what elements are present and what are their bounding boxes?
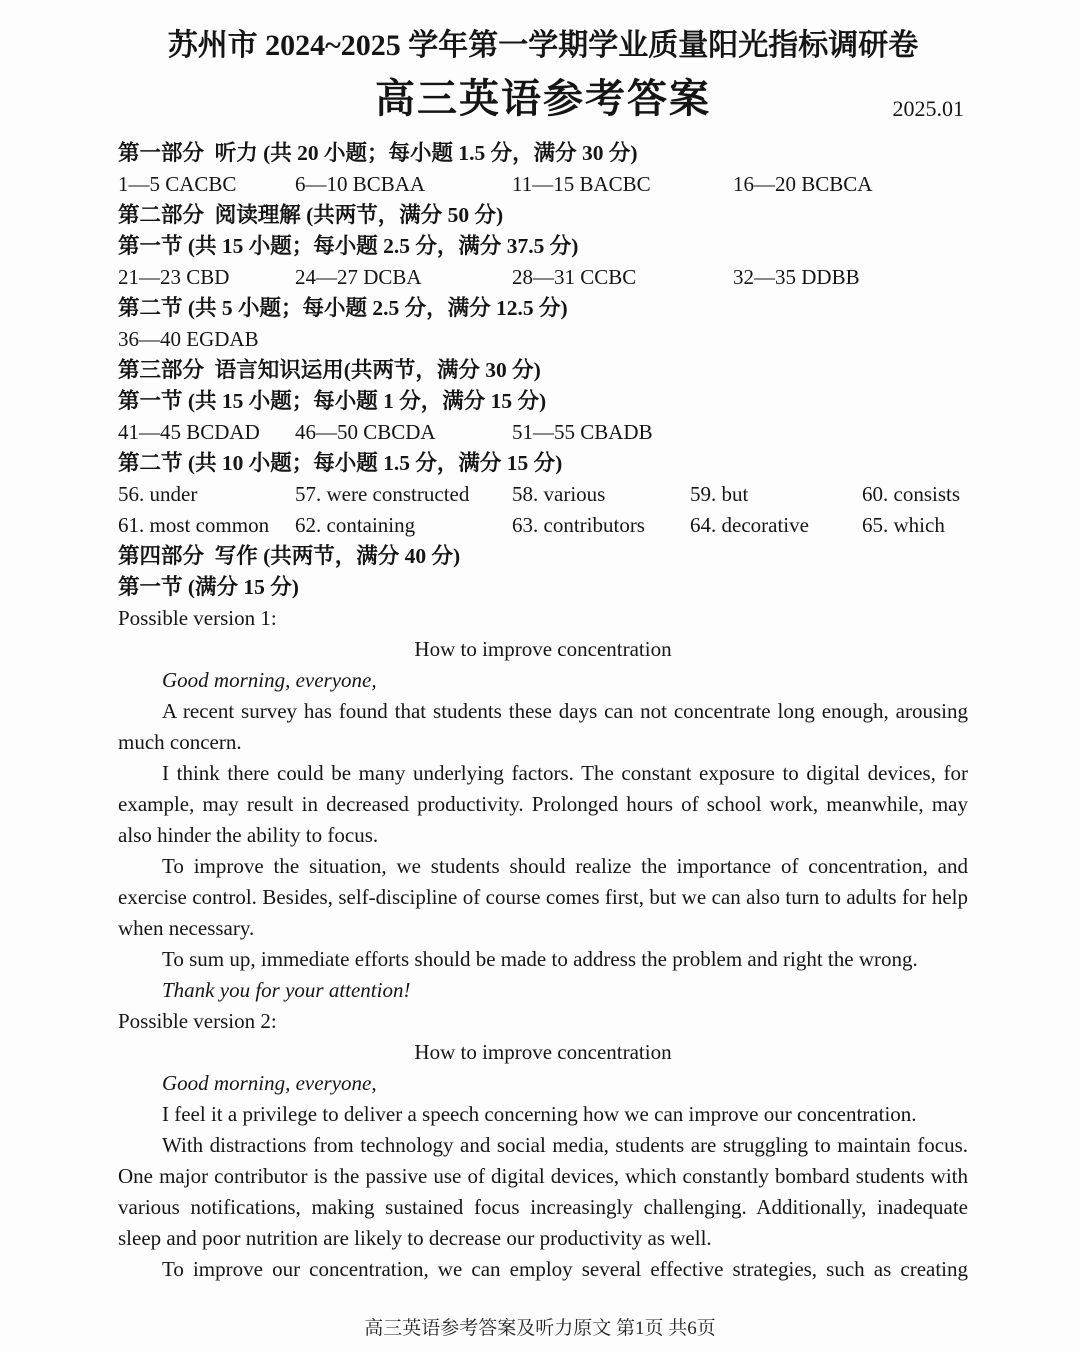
answer-cell: 62. containing (295, 513, 416, 537)
answer-cell: 58. various (512, 482, 606, 506)
part2-section1-heading: 第一节 (共 15 小题；每小题 2.5 分，满分 37.5 分) (118, 234, 579, 258)
essay2-paragraph-1: I feel it a privilege to deliver a speech concerning how we can improve our concentration. (162, 1102, 917, 1126)
part3-section2-answers-row-2 (118, 510, 968, 541)
essay1-label: Possible version 1: (118, 606, 277, 630)
date-label: 2025.01 (892, 96, 964, 121)
answer-cell: 56. under (118, 482, 198, 506)
essay1-paragraph-3: To improve the situation, we students should realize the importance of concentration, and exercise control. Besides, self-discipline of course comes first, but we can also turn to adults for help when necessary. (118, 854, 968, 940)
part2-section2-heading: 第二节 (共 5 小题；每小题 2.5 分，满分 12.5 分) (118, 296, 568, 320)
answer-cell: 21—23 CBD (118, 265, 230, 289)
part2-section1-answers-row (118, 262, 968, 293)
answer-cell: 32—35 DDBB (733, 265, 860, 289)
essay2-title: How to improve concentration (414, 1040, 672, 1064)
doc-title: 苏州市 2024~2025 学年第一学期学业质量阳光指标调研卷 (167, 29, 919, 62)
essay1-paragraph-4: To sum up, immediate efforts should be made to address the problem and right the wrong. (162, 947, 918, 971)
answer-cell: 46—50 CBCDA (295, 420, 436, 444)
part1-heading: 第一部分 听力 (共 20 小题；每小题 1.5 分，满分 30 分) (118, 141, 638, 165)
answer-cell: 65. which (862, 513, 945, 537)
answer-cell: 16—20 BCBCA (733, 172, 873, 196)
part3-section2-heading: 第二节 (共 10 小题；每小题 1.5 分，满分 15 分) (118, 451, 563, 475)
essay2-label: Possible version 2: (118, 1009, 277, 1033)
answer-cell: 28—31 CCBC (512, 265, 637, 289)
answer-cell: 63. contributors (512, 513, 645, 537)
part3-section1-answers-row (118, 417, 968, 448)
essay1-greeting: Good morning, everyone, (162, 668, 377, 692)
part3-section2-answers-row-1 (118, 479, 968, 510)
essay1-closing: Thank you for your attention! (162, 978, 411, 1002)
part3-heading: 第三部分 语言知识运用(共两节，满分 30 分) (118, 358, 541, 382)
answer-cell: 60. consists (862, 482, 961, 506)
part2-section2-answer: 36—40 EGDAB (118, 327, 259, 351)
part4-section1-heading: 第一节 (满分 15 分) (118, 575, 299, 599)
part2-heading: 第二部分 阅读理解 (共两节，满分 50 分) (118, 203, 504, 227)
answer-cell: 41—45 BCDAD (118, 420, 260, 444)
essay1-title: How to improve concentration (414, 637, 672, 661)
part4-heading: 第四部分 写作 (共两节，满分 40 分) (118, 544, 461, 568)
essay2-greeting: Good morning, everyone, (162, 1071, 377, 1095)
part3-section1-heading: 第一节 (共 15 小题；每小题 1 分，满分 15 分) (118, 389, 547, 413)
answer-cell: 64. decorative (690, 513, 809, 537)
answer-cell: 51—55 CBADB (512, 420, 653, 444)
answer-cell: 61. most common (118, 513, 270, 537)
answer-cell: 59. but (690, 482, 749, 506)
answer-cell: 57. were constructed (295, 482, 470, 506)
subtitle-row (118, 70, 968, 130)
answer-cell: 6—10 BCBAA (295, 172, 426, 196)
essay1-paragraph-2: I think there could be many underlying factors. The constant exposure to digital devices, for example, may result in decreased productivity. Prolonged hours of school work, meanwhile, may also hinder the ability to focus. (118, 761, 968, 847)
answer-key-title: 高三英语参考答案 (375, 76, 711, 121)
essay2-paragraph-3: To improve our concentration, we can employ several effective strategies, such as creating (162, 1257, 968, 1281)
answer-cell: 1—5 CACBC (118, 172, 237, 196)
answer-cell: 24—27 DCBA (295, 265, 422, 289)
essay2-paragraph-2: With distractions from technology and social media, students are struggling to maintain focus. One major contributor is the passive use of digital devices, which constantly bombard students with various notifications, making sustained focus increasingly challenging. Additionally, inadequate sleep and poor nutrition are likely to decrease our productivity as well. (118, 1133, 968, 1250)
essay1-paragraph-1: A recent survey has found that students these days can not concentrate long enough, arousing much concern. (118, 699, 968, 754)
page-footer: 高三英语参考答案及听力原文 第1页 共6页 (364, 1318, 716, 1339)
part1-answers-row (118, 169, 968, 200)
answer-cell: 11—15 BACBC (512, 172, 651, 196)
